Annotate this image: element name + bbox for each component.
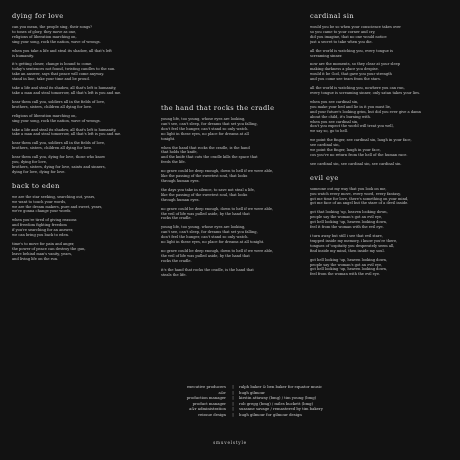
lyric-line: take a man and steal tomorrow, all that's left is you and me. <box>12 90 122 95</box>
lyric-line: don't you expect the world will treat you well, <box>310 124 394 129</box>
lyric-line: people say the woman's got an evil eye, <box>310 262 383 267</box>
lyric-line: through human eyes. <box>161 178 200 183</box>
stanza <box>12 114 150 124</box>
lyric-line: no grave could be deep enough, down to hell if we were able, <box>161 169 274 174</box>
lyric-line: and your future's looking grim, but did you ever give a damn <box>310 109 422 114</box>
lyric-line: sing your song, rock the nation, wave of wrongs. <box>12 118 101 123</box>
lyric-line: hear them call you, soldiers all in the fields of love, <box>12 141 106 146</box>
lyric-line: someone out my way that you look on me, <box>310 186 387 191</box>
stanza <box>310 138 448 158</box>
stanza <box>12 242 150 262</box>
lyric-line: through human eyes. <box>161 197 200 202</box>
lyric-line: like the passing of the sweetest soul, that looks <box>161 174 248 179</box>
lyric-line: brothers, sisters, children all dying for love. <box>12 104 93 109</box>
lyric-line: when you take a life and steal its shadow, all that's left <box>12 48 112 53</box>
lyric-line: can't see, can't sleep, for dreams that set you falling, <box>161 121 258 126</box>
lyric-line: we are the dream makers, pure and sweet, years, <box>12 204 103 209</box>
lyric-line: brothers, sisters, children all dying for love. <box>12 146 93 151</box>
column-left <box>12 12 150 269</box>
stanza <box>12 141 150 151</box>
lyric-line: young life, too young, whose eyes are looking, <box>161 117 246 121</box>
lyric-line: it's getting closer, change is bound to come. <box>12 62 93 67</box>
credit-name: suzanne savage / remastered by tim bakery <box>239 406 323 412</box>
lyric-line: when you see cardinal sin, <box>310 99 359 104</box>
stanza <box>310 234 448 254</box>
lyric-line: we're gonna change your words. <box>12 209 72 214</box>
lyric-line: would you be so when your conscience takes over <box>310 25 401 29</box>
song-back-to-eden <box>12 182 150 262</box>
lyric-line: leave behind man's vanity, years, <box>12 251 73 256</box>
stanza <box>12 100 150 110</box>
song-evil-eye <box>310 174 448 278</box>
lyric-line: rocks the cradle. <box>161 258 192 263</box>
lyric-line: we point the finger, laugh in your face, <box>310 148 381 153</box>
designer-signature: smuvelstyle <box>213 440 247 445</box>
lyric-line: hear them call you, dying for love, those who know <box>12 155 106 160</box>
lyric-line: steals the life. <box>161 272 187 277</box>
lyric-line: every tongue is screaming sinner, only satan takes your lies. <box>310 90 421 95</box>
stanza <box>310 162 448 167</box>
lyric-line: got me face of an angel but the stare of a devil inside. <box>310 201 409 206</box>
lyric-line: would it be God, that gave you your strength <box>310 72 392 77</box>
credit-separator: | <box>232 400 234 406</box>
lyric-line: tonight. <box>161 136 176 141</box>
credit-separator: | <box>232 395 234 401</box>
lyric-line: feeds the life. <box>161 160 186 165</box>
credit-separator: | <box>232 389 234 395</box>
lyric-line: got hell looking 'up, heaven looking down, <box>310 267 388 272</box>
lyric-line: no grave could be deep enough, down to hell if we were able, <box>161 248 274 253</box>
lyric-line: did you imagine, that no one would notice <box>310 34 387 39</box>
lyric-line: dying for love, dying for love. <box>12 169 66 174</box>
lyric-line: the days you take in silence, to save not steal a life, <box>161 187 255 192</box>
column-middle <box>161 12 299 284</box>
lyric-line: brothers, sisters, dying for love, saints and sinners, <box>12 164 106 169</box>
lyric-line: when the hand that rocks the cradle, is the hand <box>161 145 250 150</box>
lyric-line: just a secret to take when you die. <box>310 39 373 44</box>
lyric-line: can't see, can't sleep, for dreams that set you falling, <box>161 230 258 235</box>
lyric-line: got hell looking 'up, heaven looking down, <box>310 257 388 262</box>
lyrics-body <box>12 25 150 175</box>
stanza <box>161 169 299 184</box>
stanza <box>12 195 150 215</box>
lyric-line: today's sentences not found, twisting candles to the sun. <box>12 67 116 72</box>
stanza <box>310 86 448 96</box>
stanza <box>161 268 299 278</box>
lyric-line: religions of liberation marching on, <box>12 34 77 39</box>
lyric-line: we want to touch your words, <box>12 199 67 204</box>
lyric-line: screaming sinner. <box>310 53 343 58</box>
stanza <box>12 25 150 45</box>
lyric-line: take a man and steal tomorrow, all that's left is you and me. <box>12 132 122 137</box>
stanza <box>310 210 448 230</box>
stanza <box>310 258 448 278</box>
stanza <box>310 62 448 82</box>
lyrics-body <box>12 195 150 262</box>
lyric-line: to tones of glory, they move as one, <box>12 29 77 34</box>
stanza <box>161 249 299 264</box>
stanza <box>12 86 150 96</box>
lyric-line: feel it from the woman with the evil eye. <box>310 225 384 230</box>
lyric-line: stand in line, take your time and be proud. <box>12 77 90 82</box>
song-cardinal-sin <box>310 12 448 167</box>
lyric-line: no light in these eyes, no place for dreams at all <box>161 131 249 136</box>
lyric-line: take an answer, says that peace will come anyway. <box>12 72 105 77</box>
lyric-line: when you see cardinal sin, <box>310 119 359 124</box>
song-title: dying for love <box>12 12 64 20</box>
lyric-line: can you mean, the people sing, their songs? <box>12 25 93 29</box>
lyric-line: and freedom fighting freedom <box>12 223 67 228</box>
credit-separator: | <box>232 384 234 389</box>
credit-name: kirstin attaway (bmg) / tim young (bmg) <box>239 395 317 401</box>
lyrics-body <box>161 117 299 277</box>
lyric-line: if you're searching for an answer, <box>12 228 74 233</box>
stanza <box>12 128 150 138</box>
stanza <box>310 100 448 134</box>
lyric-line: see cardinal sin, <box>310 143 340 148</box>
lyric-line: we are the star seeking, searching out, years, <box>12 194 96 199</box>
credit-separator: | <box>232 411 234 417</box>
lyric-line: got that looking 'up, heaven looking down, <box>310 210 388 215</box>
credit-role: product manager <box>192 400 226 406</box>
lyric-line: time's to move for pain and anger, <box>12 242 75 246</box>
lyric-line: it's the hand that rocks the cradle, is the hand that <box>161 267 254 272</box>
lyric-line: got hell looking 'up, heaven looking down, <box>310 220 388 225</box>
credit-role: a&r administration <box>189 406 226 412</box>
lyric-line: tongues of 'ospitaity you desperately seem all, <box>310 243 395 248</box>
lyric-line: and the knife that cuts the cradle kills the space that <box>161 155 258 160</box>
lyric-line: cos you've no return from the hell of the human race. <box>310 152 408 157</box>
lyric-line: you make your bed and lie in it you must lie, <box>310 104 392 109</box>
lyric-line: hear them call you, soldiers all in the fields of love, <box>12 99 106 104</box>
lyric-line: take a life and steal its shadow, all that's left is humanity, <box>12 127 117 132</box>
lyric-line: the veil of life was pulled aside, by the hand that <box>161 211 250 216</box>
stanza <box>12 155 150 175</box>
credit-row <box>110 412 370 418</box>
lyric-line: so you came to your corner and cry, <box>310 29 376 34</box>
lyric-line: rocks the cradle. <box>161 216 192 221</box>
lyrics-body <box>310 187 448 278</box>
lyric-line: religions of liberation marching on, <box>12 113 77 118</box>
lyric-line: all the world is watching you, nowhere you can run, <box>310 86 405 91</box>
lyric-line: no light in these eyes, no place for dreams at all tonight. <box>161 240 265 245</box>
stanza <box>12 218 150 238</box>
stanza <box>310 49 448 59</box>
stanza <box>12 62 150 82</box>
credit-role: reissue design <box>198 411 226 417</box>
song-dying-for-love <box>12 12 150 175</box>
lyric-line: find inside my mind, then inside my soul. <box>310 248 385 253</box>
lyric-line: and you come see tears from the stars. <box>310 77 381 82</box>
lyric-line: the power of peace can destroy the gun, <box>12 246 86 251</box>
lyric-line: people say the woman's got an evil eye, <box>310 215 383 220</box>
stanza <box>310 25 448 45</box>
lyric-line: see cardinal sin, see cardinal sin, see cardinal sin. <box>310 161 402 166</box>
lyric-line: the veil of life was pulled aside, by the hand that <box>161 253 250 258</box>
lyric-line: don't feel the hunger, can't stand so only watch. <box>161 235 249 240</box>
lyric-line: about the child, it's burning with. <box>310 114 371 119</box>
stanza <box>161 188 299 203</box>
lyric-line: i turn away but still i see that evil stare, <box>310 234 383 238</box>
stanza <box>161 225 299 245</box>
stanza <box>161 207 299 222</box>
lyric-line: don't feel the hunger, can't stand so only watch. <box>161 126 249 131</box>
lyric-line: making darkness a place you despise. <box>310 67 379 72</box>
stanza <box>161 117 299 142</box>
credit-separator: | <box>232 406 234 412</box>
credit-role: a&r <box>218 389 226 395</box>
song-title: back to eden <box>12 181 60 190</box>
lyric-line: we point the finger, see cardinal sin, laugh in your face, <box>310 138 412 143</box>
credit-role: production manager <box>186 395 226 401</box>
lyric-line: got me time for love, there's something on your mind, <box>310 196 409 201</box>
lyric-line: we can bring you back to eden. <box>12 233 70 238</box>
lyric-line: feel from the woman with the evil eye. <box>310 272 381 277</box>
lyric-line: like the passing of the sweetest soul, that looks <box>161 192 248 197</box>
lyric-line: that holds the knife, <box>161 150 198 155</box>
lyric-line: take a life and steal its shadow, all that's left is humanity, <box>12 86 117 91</box>
lyric-line: now are the moments, so they clear at your sleep <box>310 62 400 67</box>
song-title: evil eye <box>310 173 339 182</box>
column-right <box>310 12 448 284</box>
lyric-line: all the world is watching you, every tongue is <box>310 48 393 53</box>
song-hand-that-rocks <box>161 104 299 277</box>
stanza <box>12 49 150 59</box>
credit-name: ralph baker & ben baker for equator music <box>239 384 323 389</box>
lyric-line: is humanity. <box>12 53 34 58</box>
song-title: the hand that rocks the cradle <box>161 104 275 112</box>
lyric-line: sing your song, rock the nation, wave of wrongs. <box>12 39 101 44</box>
credits-block <box>110 384 370 418</box>
song-title: cardinal sin <box>310 12 355 20</box>
lyric-line: trapped inside my memory, i know you're there, <box>310 238 398 243</box>
credit-name: hugh gilmour for gilmour design <box>239 411 302 417</box>
lyrics-body <box>310 25 448 167</box>
lyric-line: you, dying for love, <box>12 160 47 165</box>
credit-role: executive producers <box>186 384 226 389</box>
credit-name: rob gregg (bmg) / miles huckett (bmg) <box>239 400 314 406</box>
stanza <box>161 146 299 166</box>
lyric-line: you watch every move, every word, every fantasy, <box>310 191 401 196</box>
lyric-line: we say so, go to hell. <box>310 129 349 134</box>
stanza <box>310 187 448 207</box>
credit-name: hugh gilmour <box>239 389 265 395</box>
lyric-line: when you're tired of giving reasons <box>12 218 77 223</box>
lyric-line: young life, too young, whose eyes are looking, <box>161 225 246 230</box>
lyric-line: and living life on the run. <box>12 256 59 261</box>
lyric-line: no grave could be deep enough, down to hell if we were able, <box>161 206 274 211</box>
